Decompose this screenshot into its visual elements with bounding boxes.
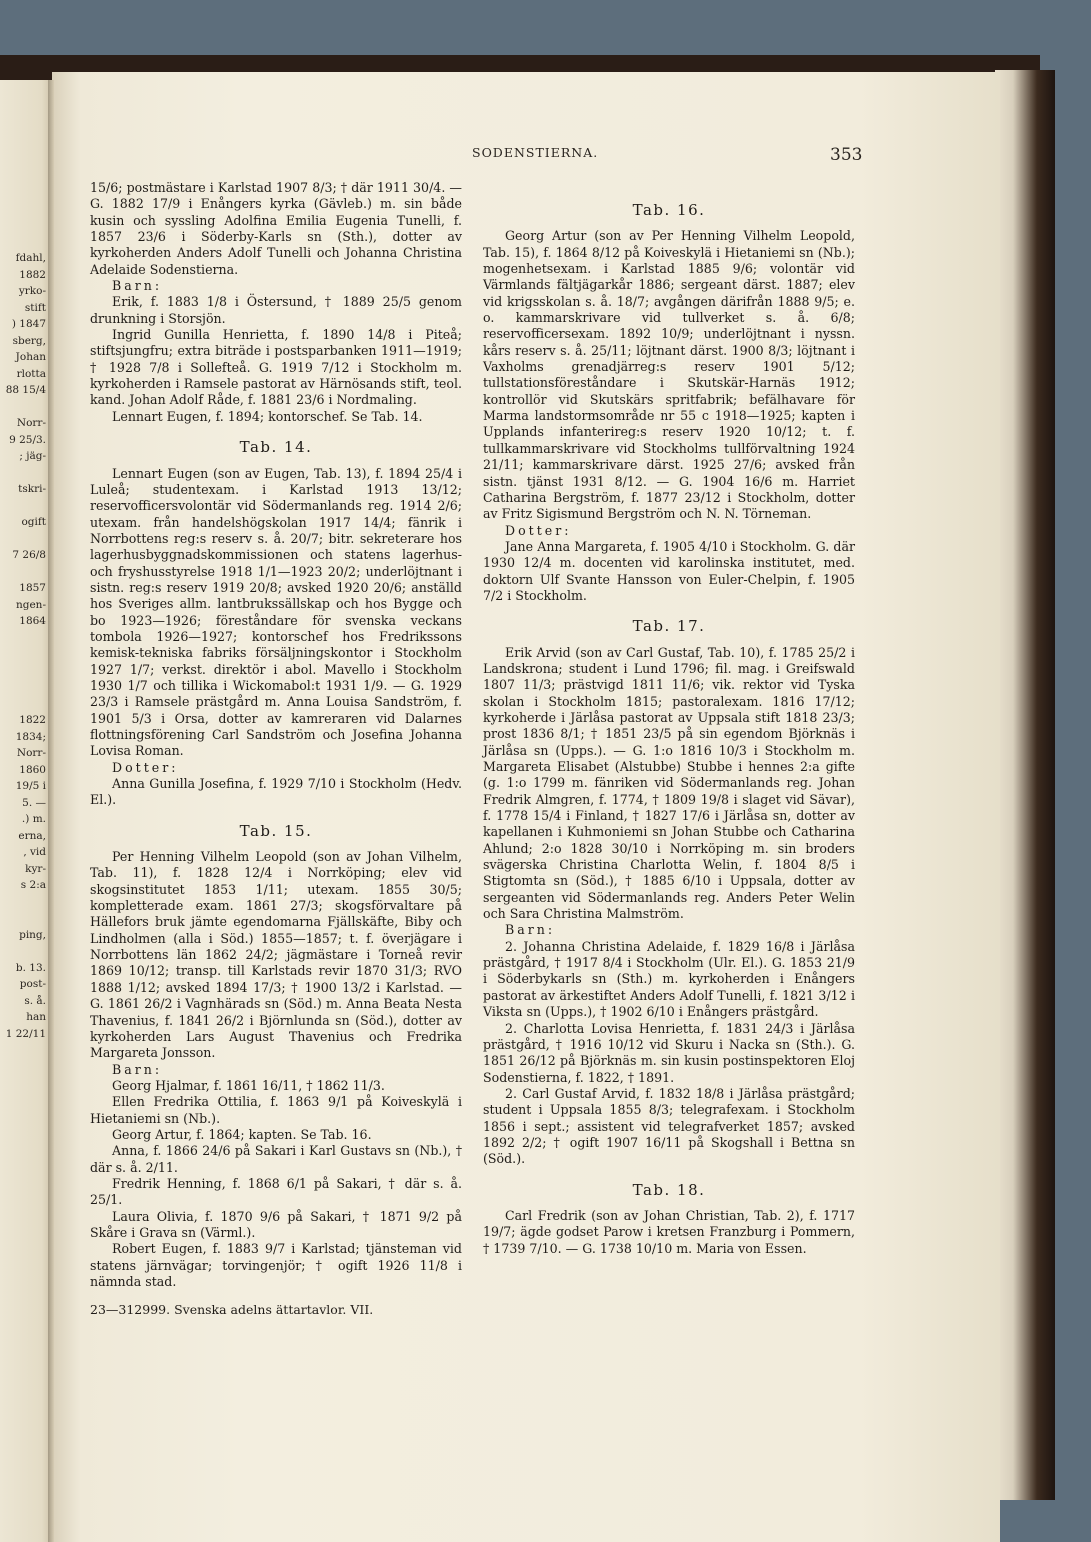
paragraph: Anna Gunilla Josefina, f. 1929 7/10 i Stockholm (Hedv. El.). xyxy=(90,776,462,808)
paragraph: 2. Johanna Christina Adelaide, f. 1829 16/8 i Järlåsa prästgård, † 1917 8/4 i Stockholm (Ulr. El.). G. 1853 21/9 i Söderbykarls sn (Sth.) m. kyrkoherden i Enångers pastorat av ärkestiftet Anders Adolf Tunelli, f. 1821 3/12 i Viksta sn (Upps.), † 1902 6/10 i Enångers prästgård. xyxy=(483,938,855,1020)
margin-line xyxy=(0,910,46,927)
margin-line: 9 25/3. xyxy=(9,433,46,446)
page-header xyxy=(52,145,1000,165)
margin-line: stift xyxy=(24,301,46,314)
margin-line: Johan xyxy=(15,351,46,363)
margin-line: s 2:a xyxy=(20,879,46,891)
margin-line: 7 26/8 xyxy=(12,549,46,561)
left-column xyxy=(90,180,462,1319)
margin-line: 19/5 i xyxy=(15,780,46,792)
left-page-fragment xyxy=(0,80,52,1542)
margin-line: , vid xyxy=(23,846,46,858)
paragraph: Lennart Eugen, f. 1894; kontorschef. Se Tab. 14. xyxy=(112,408,423,424)
margin-line: b. 13. xyxy=(15,961,46,974)
book-gutter xyxy=(48,80,54,1542)
margin-line: rlotta xyxy=(16,367,46,380)
paragraph: Carl Fredrik (son av Johan Christian, Tab. 2), f. 1717 19/7; ägde godset Parow i kretsen Franzburg i Pommern, † 1739 7/10. — G. 1738 10/10 m. Maria von Essen. xyxy=(483,1207,855,1256)
margin-line: 1822 xyxy=(19,714,46,726)
margin-line: .) m. xyxy=(21,813,46,825)
margin-line: tskri- xyxy=(18,483,46,495)
section-heading: Tab. 15. xyxy=(239,821,313,840)
children-label: Dotter: xyxy=(505,522,572,538)
margin-line xyxy=(0,465,46,482)
paragraph: Erik Arvid (son av Carl Gustaf, Tab. 10), f. 1785 25/2 i Landskrona; student i Lund 1796; fil. mag. i Greifswald 1807 11/3; prästvigd 1811 11/6; vik. rektor vid Tyska skolan i Stockholm 1815; pastoralexam. 1816 17/12; kyrkoherde i Järlåsa pastorat av Uppsala stift 1818 23/3; prost 1836 8/1; † 1851 23/5 på sin egendom Björknäs i Järlåsa sn (Upps.). — G. 1:o 1816 10/3 i Stockholm m. Margareta Elisabet (Alstubbe) Stubbe i hennes 2:a gifte (g. 1:o 1799 m. fänriken vid Södermanlands reg. Johan Fredrik Almgren, f. 1774, † 1809 19/8 i slaget vid Sävar), f. 1778 15/4 i Finland, † 1827 17/6 i Järlåsa sn, dotter av kapellanen i Kuhmoniemi sn Johan Stubbe och Catharina Ahlund; 2:o 1828 30/10 i Norrköping m. sin broders svägerska Christina Charlotta Welin, f. 1804 8/5 i Stigtomta sn (Söd.), † 1885 6/10 i Uppsala, dotter av sergeanten vid Södermanlands reg. Anders Peter Welin och Sara Christina Malmström. xyxy=(483,644,855,922)
section-heading: Tab. 16. xyxy=(632,201,706,219)
margin-line: ping, xyxy=(19,928,46,941)
margin-line xyxy=(0,646,46,663)
margin-line: ngen- xyxy=(15,598,46,611)
margin-line: Norr- xyxy=(16,417,46,429)
margin-line: s. å. xyxy=(24,994,46,1007)
section-heading: Tab. 14. xyxy=(239,438,313,457)
section-heading: Tab. 18. xyxy=(632,1180,706,1199)
footer-note: 23—312999. Svenska adelns ättartavlor. VII. xyxy=(90,1302,374,1318)
margin-line xyxy=(0,696,46,713)
margin-line: 1 22/11 xyxy=(5,1027,46,1040)
right-column xyxy=(483,188,855,1257)
paragraph: Georg Artur, f. 1864; kapten. Se Tab. 16. xyxy=(112,1126,372,1142)
paragraph: Erik, f. 1883 1/8 i Östersund, † 1889 25/5 genom drunkning i Storsjön. xyxy=(90,294,462,326)
margin-line: ) 1847 xyxy=(11,318,46,330)
paragraph: Ingrid Gunilla Henrietta, f. 1890 14/8 i Piteå; stiftsjungfru; extra biträde i postsparbanken 1911—1919; † 1928 7/8 i Sollefteå. G. 1919 7/12 i Stockholm m. kyrkoherden i Ramsele pastorat av Härnösands stift, teol. kand. Johan Adolf Råde, f. 1881 23/6 i Nordmaling. xyxy=(90,327,462,408)
margin-line: yrko- xyxy=(18,285,46,297)
margin-line: 1857 xyxy=(19,582,46,594)
left-page-margin-text xyxy=(0,250,46,1042)
margin-line: ; jäg- xyxy=(19,450,46,462)
margin-line xyxy=(0,399,46,416)
paragraph: Georg Artur (son av Per Henning Vilhelm Leopold, Tab. 15), f. 1864 8/12 på Koiveskylä i Hietaniemi sn (Nb.); mogenhetsexam. i Karlstad 1885 9/6; volontär vid Värmlands fältjägarkår 1886; sergeant därst. 1887; elev vid krigsskolan s. å. 18/7; avgången därifrån 1888 9/5; e. o. kammarskrivare vid tullverket s. å. 6/8; reservofficersexam. 1892 10/9; underlöjtnant i nyssn. kårs reserv s. å. 25/11; löjtnant därst. 1900 8/3; löjtnant i Vaxholms grenadjärreg:s reserv 1901 5/12; tullstationsföreståndare i Skutskär-Harnäs 1912; kontrollör vid Skutskärs spritfabrik; befälhavare för Marma landstormsområde nr 55 c 1918—1925; kapten i Upplands infanterireg:s reserv 1920 10/12; t. f. tullkammarskrivare vid Stockholms tullförvaltning 1924 21/11; kammarskrivare därst. 1925 27/6; avsked från sistn. tjänst 1931 8/12. — G. 1904 16/6 m. Harriet Catharina Bergström, f. 1877 23/12 i Stockholm, dotter av Fritz Sigismund Bergström och N. N. Törneman. xyxy=(483,228,855,522)
margin-line: Norr- xyxy=(16,747,46,759)
paragraph: 2. Charlotta Lovisa Henrietta, f. 1831 24/3 i Järlåsa prästgård, † 1916 10/12 vid Skuru i Nacka sn (Sth.). G. 1851 26/12 på Björknäs m. sin kusin postinspektoren Eloj Sodenstierna, f. 1822, † 1891. xyxy=(483,1020,855,1085)
margin-line xyxy=(0,894,46,911)
margin-line xyxy=(0,498,46,515)
margin-line: 5. — xyxy=(22,796,46,809)
margin-line: han xyxy=(26,1011,46,1023)
margin-line: sberg, xyxy=(12,334,46,347)
margin-line xyxy=(0,531,46,548)
margin-line: 1860 xyxy=(19,763,46,776)
page-number: 353 xyxy=(830,145,863,165)
paragraph: Robert Eugen, f. 1883 9/7 i Karlstad; tjänsteman vid statens järnvägar; torvingenjör; † ogift 1926 11/8 i nämnda stad. xyxy=(90,1241,462,1289)
paragraph: Per Henning Vilhelm Leopold (son av Johan Vilhelm, Tab. 11), f. 1828 12/4 i Norrköping; elev vid skogsinstitutet 1853 1/11; utexam. 1855 30/5; kompletterade exam. 1861 27/3; skogsförvaltare på Hällefors bruk jämte egendomarna Fjällskäfte, Biby och Lindholmen (alla i Söd.) 1855—1857; t. f. överjägare i Norrbottens län 1862 24/2; jägmästare i Torneå revir 1869 10/12; transp. till Karlstads revir 1870 31/3; RVO 1888 1/12; avsked 1894 17/3; † 1900 13/2 i Karlstad. — G. 1861 26/2 i Vagnhärads sn (Söd.) m. Anna Beata Nesta Thavenius, f. 1841 26/2 i Björnlunda sn (Söd.), dotter av kyrkoherden Lars August Thavenius och Fredrika Margareta Jonsson. xyxy=(90,849,462,1061)
children-label: Barn: xyxy=(112,278,163,294)
paragraph: Lennart Eugen (son av Eugen, Tab. 13), f. 1894 25/4 i Luleå; studentexam. i Karlstad 1913 13/12; reservofficersvolontär vid Södermanlands reg. 1914 2/6; utexam. från handelshögskolan 1917 14/4; fänrik i Norrbottens reg:s reserv s. å. 20/7; bitr. sekreterare hos lagerhusbyggnadskommissionen och statens lagerhus- och fryshusstyrelse 1918 1/1—1923 20/2; underlöjtnant i sistn. reg:s reserv 1919 20/8; avsked 1920 20/6; anställd hos Sveriges allm. lantbrukssällskap och hos Bygge och bo 1923—1926; föreståndare för svenska veckans tombola 1926—1927; kontorschef hos Fredrikssons kemisk-tekniska fabriks försäljningskontor i Stockholm 1927 1/7; verkst. direktör i abol. Mavello i Stockholm 1930 1/7 och tillika i Wickomabol:t 1931 1/9. — G. 1929 23/3 i Ramsele prästgård m. Anna Louisa Sandström, f. 1901 5/3 i Orsa, dotter av kamreraren vid Dalarnes flottningsförening Carl Sandström och Josefina Johanna Lovisa Roman. xyxy=(90,465,462,759)
margin-line xyxy=(0,630,46,647)
margin-line: erna, xyxy=(18,829,46,842)
margin-line: 1882 xyxy=(19,268,46,281)
margin-line: 1834; xyxy=(15,730,46,743)
book-page-edges xyxy=(995,70,1055,1500)
paragraph: Georg Hjalmar, f. 1861 16/11, † 1862 11/3. xyxy=(112,1077,385,1093)
paragraph: Ellen Fredrika Ottilia, f. 1863 9/1 på Koiveskylä i Hietaniemi sn (Nb.). xyxy=(90,1094,462,1126)
margin-line: post- xyxy=(19,978,46,990)
margin-line: fdahl, xyxy=(15,252,46,264)
margin-line: 1864 xyxy=(19,615,46,627)
children-label: Barn: xyxy=(505,922,556,938)
paragraph: 2. Carl Gustaf Arvid, f. 1832 18/8 i Järlåsa prästgård; student i Uppsala 1855 8/3; telegrafexam. i Stockholm 1856 i sept.; assistent vid telegrafverket 1857; avsked 1892 2/2; † ogift 1907 16/11 på Skogshall i Bettna sn (Söd.). xyxy=(483,1085,855,1167)
paragraph: Fredrik Henning, f. 1868 6/1 på Sakari, † där s. å. 25/1. xyxy=(90,1175,462,1208)
paragraph: Laura Olivia, f. 1870 9/6 på Sakari, † 1871 9/2 på Skåre i Grava sn (Värml.). xyxy=(90,1208,462,1240)
section-heading: Tab. 17. xyxy=(632,617,706,636)
paragraph: 15/6; postmästare i Karlstad 1907 8/3; † där 1911 30/4. — G. 1882 17/9 i Enångers kyrka (Gävleb.) m. sin både kusin och syssling Adolfina Emilia Eugenia Tunelli, f. 1857 23/6 i Söderby-Karls sn (Sth.), dotter av kyrkoherden Anders Adolf Tunelli och Johanna Christina Adelaide Sodenstierna. xyxy=(90,180,462,277)
margin-line xyxy=(0,564,46,581)
margin-line xyxy=(0,663,46,680)
children-label: Barn: xyxy=(112,1061,163,1077)
margin-line: kyr- xyxy=(25,862,46,875)
children-label: Dotter: xyxy=(112,759,179,775)
paragraph: Anna, f. 1866 24/6 på Sakari i Karl Gustavs sn (Nb.), † där s. å. 2/11. xyxy=(90,1143,462,1175)
margin-line xyxy=(0,679,46,696)
margin-line xyxy=(0,943,46,960)
running-head: SODENSTIERNA. xyxy=(472,145,599,160)
paragraph: Jane Anna Margareta, f. 1905 4/10 i Stockholm. G. där 1930 12/4 m. docenten vid karolinska institutet, med. doktorn Ulf Svante Hansson von Euler-Chelpin, f. 1905 7/2 i Stockholm. xyxy=(483,538,855,603)
margin-line: 88 15/4 xyxy=(5,384,46,396)
margin-line: ogift xyxy=(21,516,46,528)
